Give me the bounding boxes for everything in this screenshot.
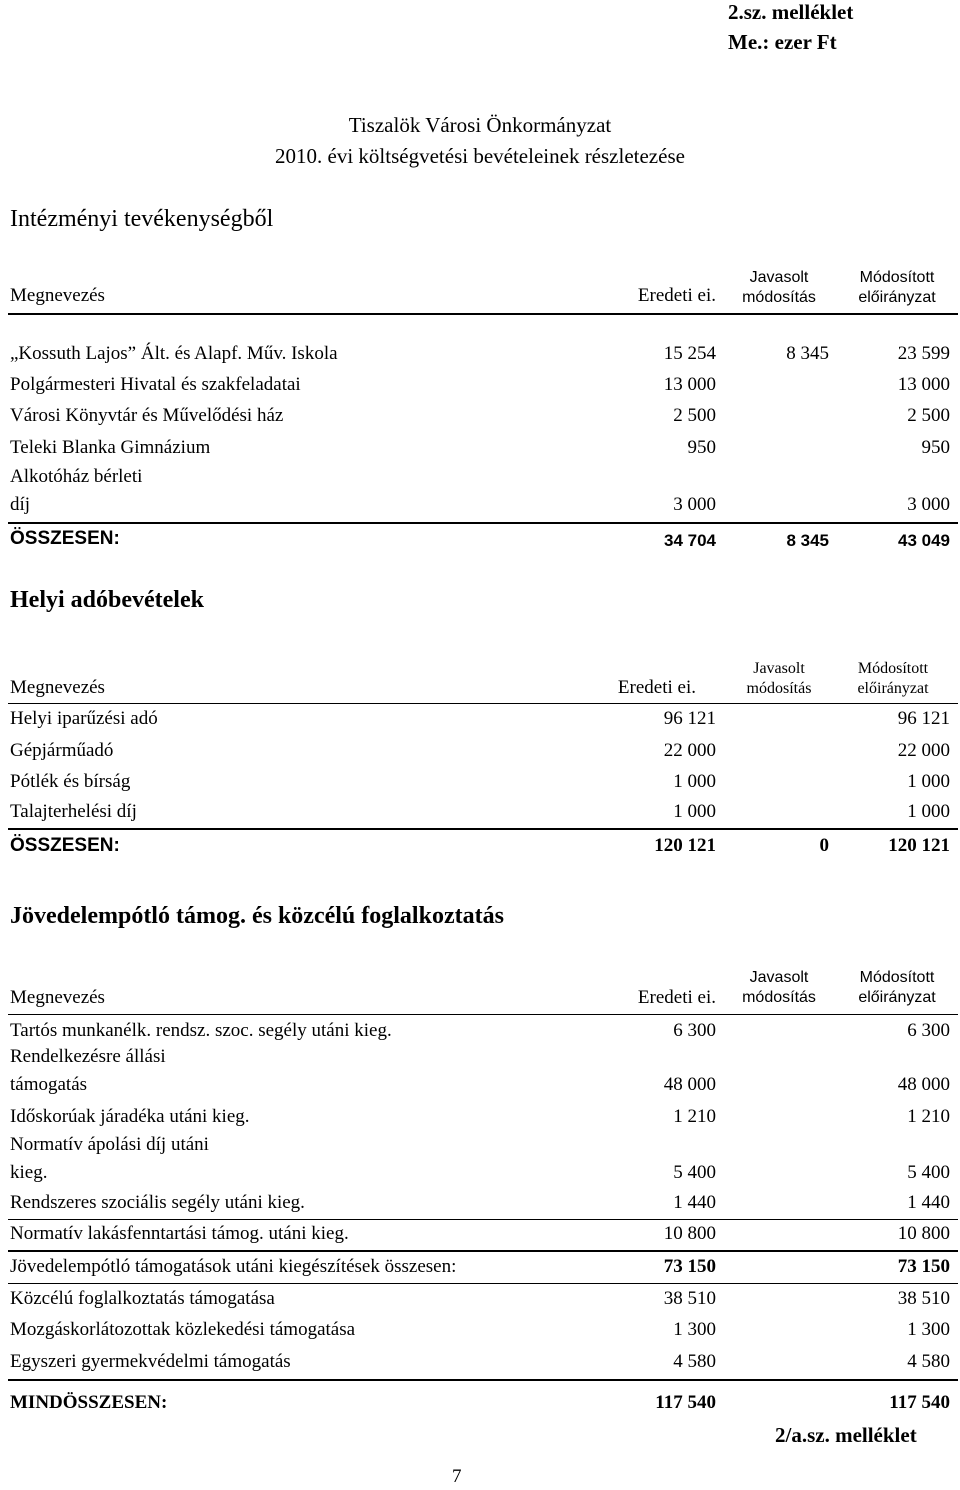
divider bbox=[8, 1379, 958, 1381]
column-header-proposed: Javasolt módosítás bbox=[742, 269, 816, 306]
column-header-proposed: Javasolt módosítás bbox=[746, 660, 812, 697]
column-header-modified: Módosított előirányzat bbox=[858, 969, 936, 1006]
table-row: kieg. 5 400 5 400 bbox=[10, 1162, 950, 1183]
table-row: Pótlék és bírság 1 000 1 000 bbox=[10, 771, 950, 792]
section-title-income-support: Jövedelempótló támog. és közcélú foglalkoztatás bbox=[10, 903, 504, 929]
total-row: ÖSSZESEN: 34 704 8 345 43 049 bbox=[10, 528, 950, 550]
table-row: Közcélú foglalkoztatás támogatása 38 510 38 510 bbox=[10, 1288, 950, 1309]
table-row: Helyi iparűzési adó 96 121 96 121 bbox=[10, 708, 950, 729]
divider bbox=[8, 1250, 958, 1252]
divider bbox=[8, 1014, 958, 1015]
table-row: Talajterhelési díj 1 000 1 000 bbox=[10, 801, 950, 822]
table-row: Teleki Blanka Gimnázium 950 950 bbox=[10, 437, 950, 458]
column-header-modified: Módosított előirányzat bbox=[858, 269, 936, 306]
column-header-original: Eredeti ei. bbox=[637, 987, 716, 1008]
column-header-name: Megnevezés bbox=[10, 987, 105, 1008]
page-subtitle: 2010. évi költségvetési bevételeinek részletezése bbox=[275, 144, 685, 168]
divider bbox=[8, 1283, 958, 1284]
table-row: Gépjárműadó 22 000 22 000 bbox=[10, 740, 950, 761]
section-title-local-taxes: Helyi adóbevételek bbox=[10, 587, 204, 613]
grand-total-row: MINDÖSSZESEN: 117 540 117 540 bbox=[10, 1392, 950, 1413]
organization-title: Tiszalök Városi Önkormányzat bbox=[348, 113, 612, 137]
divider bbox=[8, 522, 958, 524]
column-header-proposed: Javasolt módosítás bbox=[742, 969, 816, 1006]
table-row: Tartós munkanélk. rendsz. szoc. segély utáni kieg. 6 300 6 300 bbox=[10, 1020, 950, 1041]
unit-label: Me.: ezer Ft bbox=[728, 30, 837, 54]
total-row: ÖSSZESEN: 120 121 0 120 121 bbox=[10, 835, 950, 856]
table-row: Normatív lakásfenntartási támog. utáni kieg. 10 800 10 800 bbox=[10, 1223, 950, 1244]
table-row: Időskorúak járadéka utáni kieg. 1 210 1 210 bbox=[10, 1106, 950, 1127]
row-label-line1: Normatív ápolási díj utáni bbox=[10, 1134, 209, 1155]
table-row: Mozgáskorlátozottak közlekedési támogatása 1 300 1 300 bbox=[10, 1319, 950, 1340]
row-label-line1: Rendelkezésre állási bbox=[10, 1046, 166, 1067]
table-row: díj 3 000 3 000 bbox=[10, 494, 950, 515]
annex-label: 2.sz. melléklet bbox=[728, 0, 854, 24]
table-row: Rendszeres szociális segély utáni kieg. 1 440 1 440 bbox=[10, 1192, 950, 1213]
column-header-original: Eredeti ei. bbox=[617, 677, 696, 698]
column-header-modified: Módosított előirányzat bbox=[857, 660, 929, 697]
table-row: Egyszeri gyermekvédelmi támogatás 4 580 4 580 bbox=[10, 1351, 950, 1372]
next-annex-label: 2/a.sz. melléklet bbox=[775, 1423, 917, 1447]
column-header-name: Megnevezés bbox=[10, 285, 105, 306]
table-row: támogatás 48 000 48 000 bbox=[10, 1074, 950, 1095]
table-row: Városi Könyvtár és Művelődési ház 2 500 2 500 bbox=[10, 405, 950, 426]
row-label-line1: Alkotóház bérleti bbox=[10, 466, 143, 487]
column-header-name: Megnevezés bbox=[10, 677, 105, 698]
column-header-original: Eredeti ei. bbox=[637, 285, 716, 306]
table-row: Polgármesteri Hivatal és szakfeladatai 13 000 13 000 bbox=[10, 374, 950, 395]
page-number: 7 bbox=[452, 1466, 462, 1487]
section-title-institutional: Intézményi tevékenységből bbox=[10, 206, 274, 232]
divider bbox=[8, 828, 958, 830]
table-row: „Kossuth Lajos” Ált. és Alapf. Műv. Iskola 15 254 8 345 23 599 bbox=[10, 343, 950, 364]
divider bbox=[8, 313, 958, 315]
divider bbox=[8, 703, 958, 704]
divider bbox=[8, 1219, 958, 1220]
subtotal-row: Jövedelempótló támogatások utáni kiegészítések összesen: 73 150 73 150 bbox=[10, 1256, 950, 1277]
